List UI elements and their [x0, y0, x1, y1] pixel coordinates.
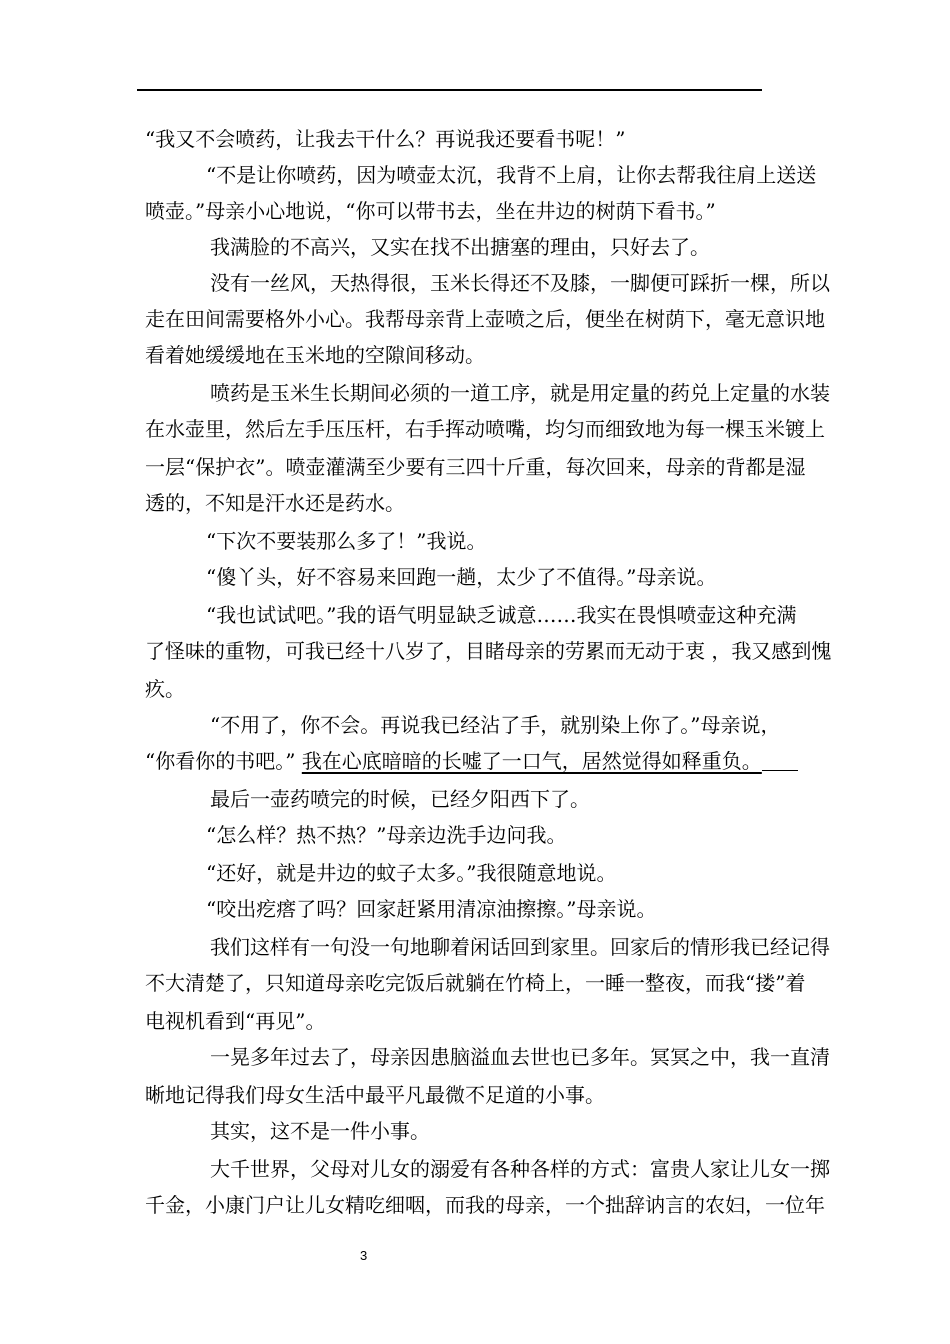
text-line: “怎么样？热不热？”母亲边洗手边问我。	[206, 823, 567, 847]
text-line: 大千世界，父母对儿女的溺爱有各种各样的方式：富贵人家让儿女一掷	[210, 1157, 830, 1181]
text-line: 喷壶。”母亲小心地说，“你可以带书去，坐在井边的树荫下看书。”	[145, 199, 716, 223]
text-line: 没有一丝风，天热得很，玉米长得还不及膝，一脚便可踩折一棵，所以	[210, 271, 830, 295]
text-line: 不大清楚了，只知道母亲吃完饭后就躺在竹椅上，一睡一整夜，而我“搂”着	[145, 971, 806, 995]
text-line: 晰地记得我们母女生活中最平凡最微不足道的小事。	[145, 1083, 605, 1107]
text-line: 一晃多年过去了，母亲因患脑溢血去世也已多年。冥冥之中，我一直清	[210, 1045, 830, 1069]
text-line: 其实，这不是一件小事。	[210, 1119, 430, 1143]
text-line: 千金，小康门户让儿女精吃细咽，而我的母亲，一个拙辞讷言的农妇，一位年	[145, 1193, 825, 1217]
text-line: “咬出疙瘩了吗？回家赶紧用清凉油擦擦。”母亲说。	[206, 897, 657, 921]
text-line: 看着她缓缓地在玉米地的空隙间移动。	[145, 343, 485, 367]
text-line: 我们这样有一句没一句地聊着闲话回到家里。回家后的情形我已经记得	[210, 935, 830, 959]
underlined-sentence: 我在心底暗暗的长嘘了一口气，居然觉得如释重负。	[301, 749, 762, 773]
underline-tail	[762, 769, 798, 771]
text-line: “下次不要装那么多了！”我说。	[206, 529, 487, 553]
text-line: 电视机看到“再见”。	[145, 1009, 326, 1033]
text-line: 了怪味的重物，可我已经十八岁了，目睹母亲的劳累而无动于衷 ，我又感到愧	[145, 639, 832, 663]
text-line: 喷药是玉米生长期间必须的一道工序，就是用定量的药兑上定量的水装	[210, 381, 830, 405]
quote-text: “你看你的书吧。”	[145, 749, 302, 773]
text-line: “我也试试吧。”我的语气明显缺乏诚意……我实在畏惧喷壶这种充满	[206, 603, 797, 627]
text-line: “还好，就是井边的蚊子太多。”我很随意地说。	[206, 861, 617, 885]
text-line: 我满脸的不高兴，又实在找不出搪塞的理由，只好去了。	[210, 235, 710, 259]
text-line: “我又不会喷药，让我去干什么？再说我还要看书呢！”	[145, 127, 626, 151]
text-line: 疚。	[145, 677, 185, 701]
text-line: “不是让你喷药，因为喷壶太沉，我背不上肩，让你去帮我往肩上送送	[206, 163, 817, 187]
page-number: 3	[360, 1248, 368, 1263]
text-line: 一层“保护衣”。喷壶灌满至少要有三四十斤重，每次回来，母亲的背都是湿	[145, 455, 806, 479]
text-line	[145, 749, 798, 773]
header-rule	[137, 89, 762, 91]
text-line: 在水壶里，然后左手压压杆，右手挥动喷嘴，均匀而细致地为每一棵玉米镀上	[145, 417, 825, 441]
text-line: 走在田间需要格外小心。我帮母亲背上壶喷之后，便坐在树荫下，毫无意识地	[145, 307, 825, 331]
text-line: “傻丫头，好不容易来回跑一趟，太少了不值得。”母亲说。	[206, 565, 717, 589]
text-line: “不用了，你不会。再说我已经沾了手，就别染上你了。”母亲说，	[210, 713, 781, 737]
text-line: 最后一壶药喷完的时候，已经夕阳西下了。	[210, 787, 590, 811]
text-line: 透的，不知是汗水还是药水。	[145, 491, 405, 515]
